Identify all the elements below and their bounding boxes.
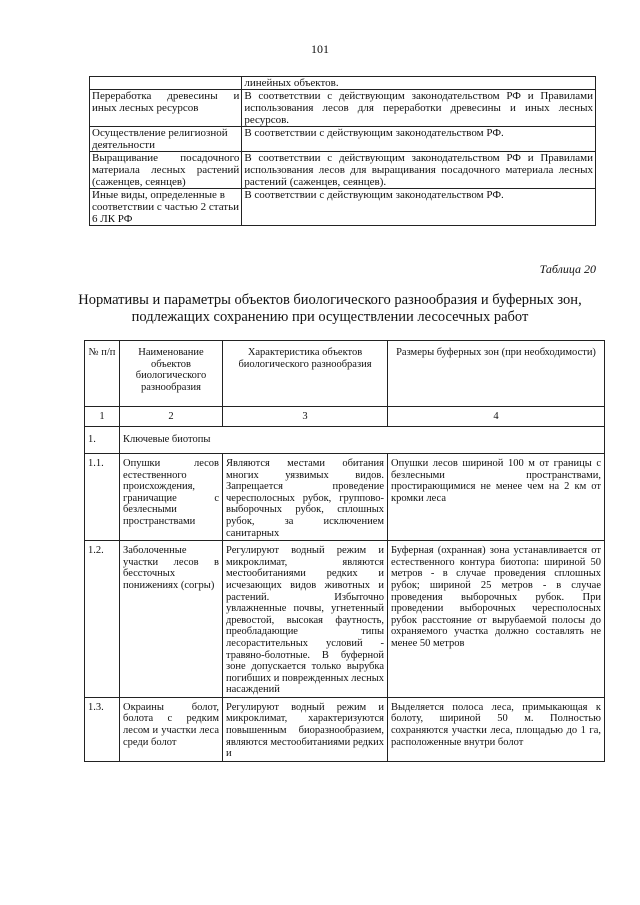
table-row bbox=[90, 90, 596, 127]
section-heading: Нормативы и параметры объектов биологического разнообразия и буферных зон, подлежащих сохранению при осуществлении лесосечных работ bbox=[78, 292, 582, 325]
biodiversity-table bbox=[84, 340, 605, 762]
table-row bbox=[85, 541, 605, 698]
activity-cell: Переработка древесины и иных лесных ресурсов bbox=[90, 90, 242, 127]
column-number-row bbox=[85, 407, 605, 427]
object-name: Опушки лесов естественного происхождения, граничащие с безлесными пространствами bbox=[120, 454, 223, 541]
header-characteristic: Характеристика объектов биологического разнообразия bbox=[223, 341, 388, 407]
table-header-row bbox=[85, 341, 605, 407]
activity-cell bbox=[90, 77, 242, 90]
header-number: № п/п bbox=[85, 341, 120, 407]
buffer-zone-size: Опушки лесов шириной 100 м от границы с безлесными пространствами, простирающимися не менее чем на 2 км от кромки леса bbox=[388, 454, 605, 541]
table-row bbox=[85, 454, 605, 541]
column-number: 1 bbox=[85, 407, 120, 427]
buffer-zone-size: Буферная (охранная) зона устанавливается от естественного контура биотопа: шириной 50 метров - в случае проведения сплошных рубок; шириной 25 метров - в случае проведения выборочных рубок. При проведении выборочных чересполосных рубок расстояние от вырубаемой полосы до охраняемого участка должно составлять не менее 50 метров bbox=[388, 541, 605, 698]
object-name: Заболоченные участки лесов в бессточных понижениях (согры) bbox=[120, 541, 223, 698]
row-number: 1.1. bbox=[85, 454, 120, 541]
table-row bbox=[90, 152, 596, 189]
object-characteristic: Регулируют водный режим и микроклимат, характеризуются повышенным биоразнообразием, являются местообитаниями редких и bbox=[223, 697, 388, 761]
description-cell: В соответствии с действующим законодательством РФ. bbox=[242, 189, 596, 226]
activity-cell: Выращивание посадочного материала лесных растений (саженцев, сеянцев) bbox=[90, 152, 242, 189]
activity-cell: Осуществление религиозной деятельности bbox=[90, 127, 242, 152]
row-number: 1.3. bbox=[85, 697, 120, 761]
column-number: 3 bbox=[223, 407, 388, 427]
section-number: 1. bbox=[85, 427, 120, 454]
table-label: Таблица 20 bbox=[539, 262, 596, 276]
land-use-table bbox=[89, 76, 596, 226]
table-row bbox=[90, 189, 596, 226]
description-cell: линейных объектов. bbox=[242, 77, 596, 90]
table-row bbox=[85, 697, 605, 761]
object-characteristic: Регулируют водный режим и микроклимат, являются местообитаниями редких и исчезающих видов животных и растений. Избыточно увлажненные почвы, угнетенный древостой, высокая фаутность, преобладающие типы лесорастительных условий - травяно-болотные. В буферной зоне допускается только вырубка погибших и поврежденных лесных насаждений bbox=[223, 541, 388, 698]
description-cell: В соответствии с действующим законодательством РФ и Правилами использования лесов для переработки древесины и иных лесных ресурсов. bbox=[242, 90, 596, 127]
column-number: 2 bbox=[120, 407, 223, 427]
page-number: 101 bbox=[311, 42, 329, 56]
table-row bbox=[90, 127, 596, 152]
row-number: 1.2. bbox=[85, 541, 120, 698]
activity-cell: Иные виды, определенные в соответствии с частью 2 статьи 6 ЛК РФ bbox=[90, 189, 242, 226]
object-name: Окраины болот, болота с редким лесом и участки леса среди болот bbox=[120, 697, 223, 761]
description-cell: В соответствии с действующим законодательством РФ и Правилами использования лесов для выращивания посадочного материала лесных растений (саженцев, сеянцев). bbox=[242, 152, 596, 189]
object-characteristic: Являются местами обитания многих уязвимых видов. Запрещается проведение чересполосных рубок, группово-выборочных рубок, сплошных рубок, за исключением санитарных bbox=[223, 454, 388, 541]
header-buffer-size: Размеры буферных зон (при необходимости) bbox=[388, 341, 605, 407]
description-cell: В соответствии с действующим законодательством РФ. bbox=[242, 127, 596, 152]
section-title: Ключевые биотопы bbox=[120, 427, 605, 454]
column-number: 4 bbox=[388, 407, 605, 427]
section-row bbox=[85, 427, 605, 454]
table-row bbox=[90, 77, 596, 90]
buffer-zone-size: Выделяется полоса леса, примыкающая к болоту, шириной 50 м. Полностью сохраняются участки леса, площадью до 1 га, расположенные внутри болот bbox=[388, 697, 605, 761]
header-name: Наименование объектов биологического разнообразия bbox=[120, 341, 223, 407]
